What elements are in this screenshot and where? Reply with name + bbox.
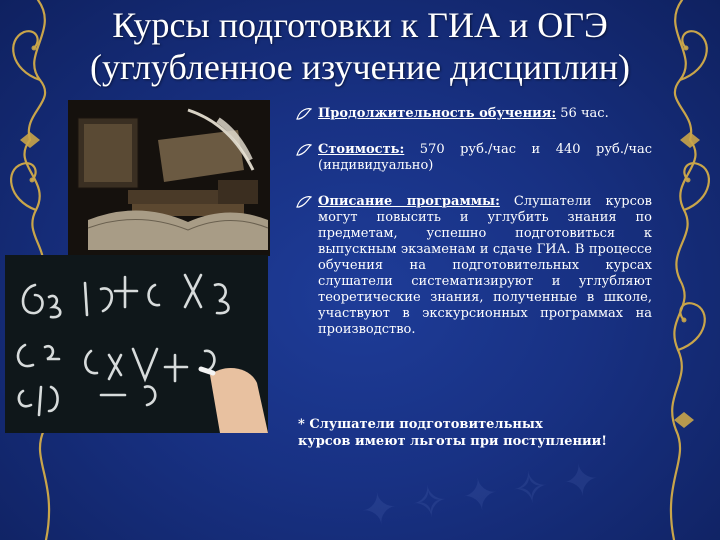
note-line-2: курсов имеют льготы при поступлении!	[298, 434, 608, 449]
title-line-1: Курсы подготовки к ГИА и ОГЭ	[112, 5, 608, 45]
books-photo	[68, 100, 270, 256]
bullet-cost	[296, 142, 652, 174]
books-illustration-icon	[68, 100, 270, 256]
chalkboard-photo	[5, 255, 268, 433]
chalkboard-math-illustration-icon	[5, 255, 268, 433]
description-label: Описание программы:	[318, 194, 500, 209]
bullet-description	[296, 194, 652, 338]
cost-label: Стоимость:	[318, 142, 405, 157]
cost-value: 570 руб./час и 440 руб./час (индивидуально)	[318, 142, 652, 173]
benefits-note	[298, 416, 658, 450]
duration-label: Продолжительность обучения:	[318, 106, 557, 121]
background-watermark: ✦ ✧ ✦ ✧ ✦	[357, 453, 603, 538]
bullet-duration	[296, 106, 652, 122]
note-line-1: * Слушатели подготовительных	[298, 417, 543, 432]
title-line-2: (углубленное изучение дисциплин)	[90, 47, 630, 87]
bullet-leaf-icon	[296, 195, 312, 209]
description-text: Слушатели курсов могут повысить и углубить знания по предметам, успешно подготовиться к выпускным экзаменам и сдаче ГИА. В процессе обучения на подготовительных курсах слушатели систематизируют и углубляют теоретические знания, полученные в школе, участвуют в экскурсионных программах на производство.	[318, 194, 652, 337]
bullet-leaf-icon	[296, 107, 312, 121]
bullet-list	[296, 106, 652, 358]
slide-title	[0, 4, 720, 88]
bullet-leaf-icon	[296, 143, 312, 157]
duration-value: 56 час.	[556, 106, 609, 121]
